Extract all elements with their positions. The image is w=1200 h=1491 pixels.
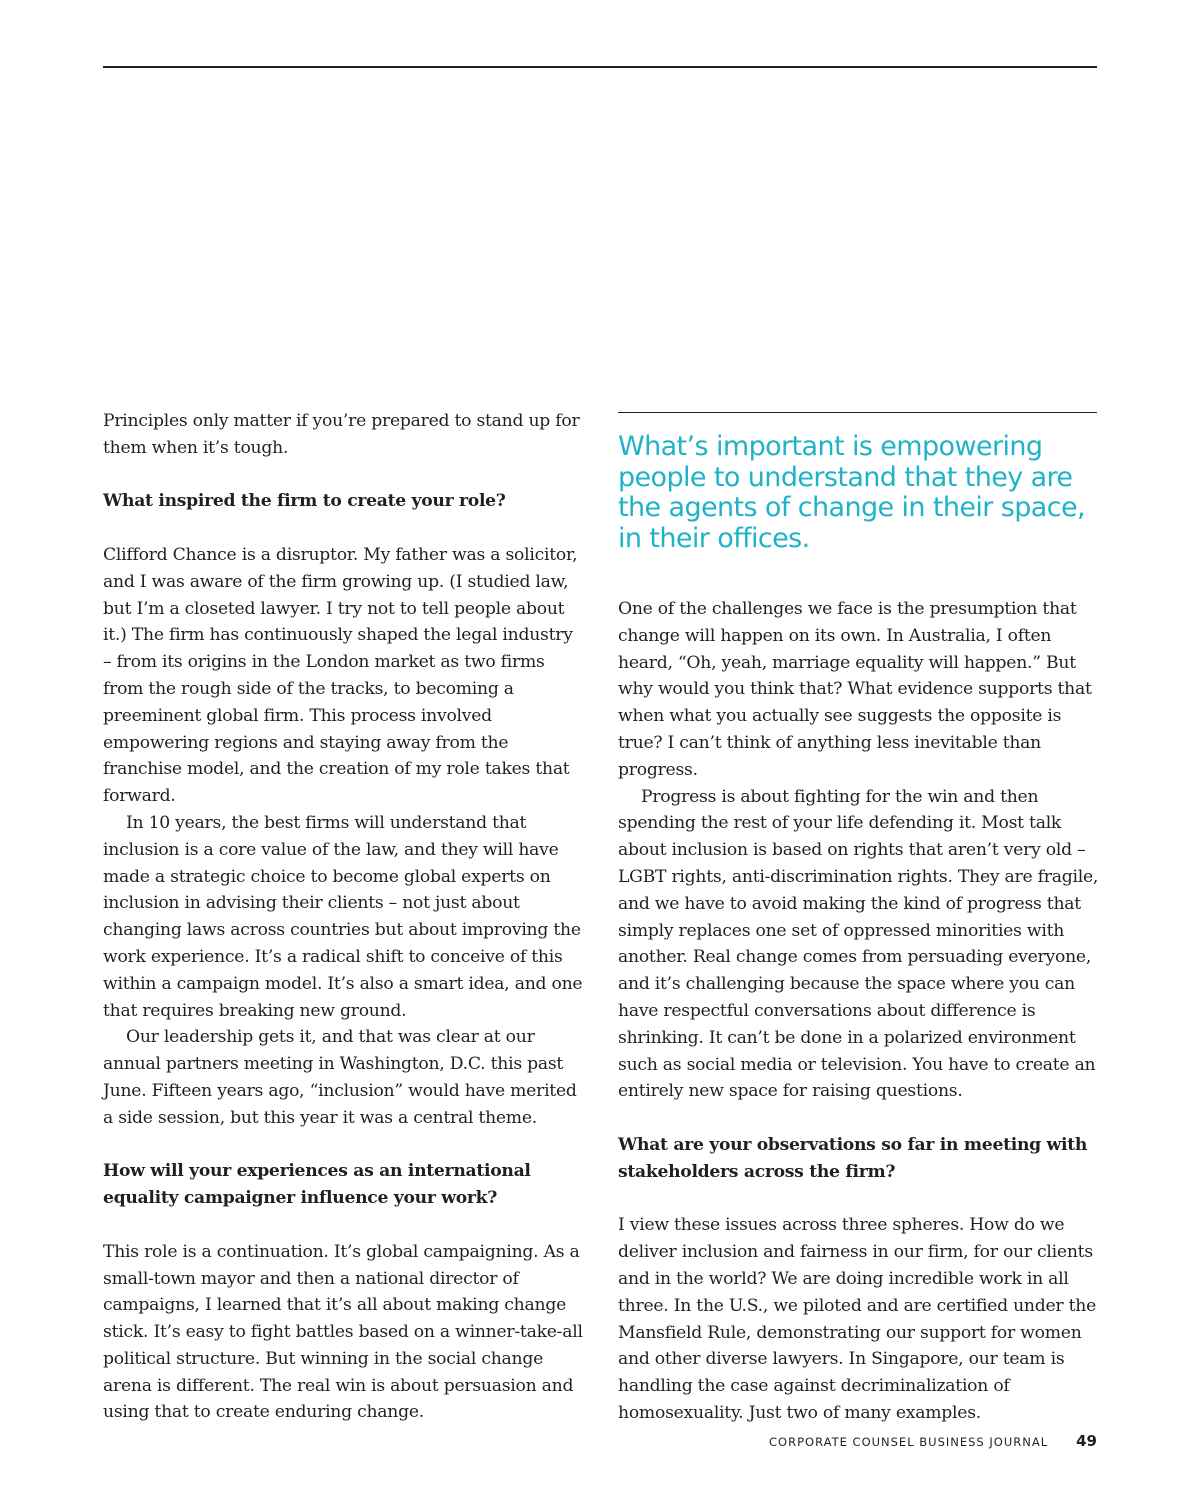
page-footer <box>769 1432 1097 1450</box>
top-rule <box>103 66 1097 68</box>
pull-quote-rule <box>618 412 1097 413</box>
pull-quote: What’s important is empowering people to understand that they are the agents of change in their space, in their offices. <box>618 431 1085 554</box>
page-number: 49 <box>1076 1432 1097 1450</box>
paragraph: In 10 years, the best firms will understand that inclusion is a core value of the law, and they will have made a strategic choice to become global experts on inclusion in advising their clients – not just about changing laws across countries but about improving the work experience. It’s a radical shift to conceive of this within a campaign model. It’s also a smart idea, and one that requires breaking new ground. <box>103 812 583 1021</box>
right-column <box>618 596 1099 1427</box>
interview-question: How will your experiences as an international equality campaigner influence your work? <box>103 1161 531 1209</box>
paragraph: I view these issues across three spheres. How do we deliver inclusion and fairness in our firm, for our clients and in the world? We are doing incredible work in all three. In the U.S., we piloted and are certified under the Mansfield Rule, demonstrating our support for women and other diverse lawyers. In Singapore, our team is handling the case against decriminalization of homosexuality. Just two of many examples. <box>618 1215 1096 1423</box>
paragraph: Clifford Chance is a disruptor. My father was a solicitor, and I was aware of the firm growing up. (I studied law, but I’m a closeted lawyer. I try not to tell people about it.) The firm has continuously shaped the legal industry – from its origins in the London market as two firms from the rough side of the tracks, to becoming a preeminent global firm. This process involved empowering regions and staying away from the franchise model, and the creation of my role takes that forward. <box>103 544 578 807</box>
paragraph: One of the challenges we face is the presumption that change will happen on its own. In Australia, I often heard, “Oh, yeah, marriage equality will happen.” But why would you think that? What evidence supports that when what you actually see suggests the opposite is true? I can’t think of anything less inevitable than progress. <box>618 599 1092 780</box>
interview-question: What are your observations so far in meeting with stakeholders across the firm? <box>618 1134 1088 1182</box>
paragraph: Our leadership gets it, and that was clear at our annual partners meeting in Washington, D.C. this past June. Fifteen years ago, “inclusion” would have merited a side session, but this year it was a central theme. <box>103 1027 577 1128</box>
paragraph: Progress is about fighting for the win and then spending the rest of your life defending it. Most talk about inclusion is based on rights that aren’t very old – LGBT rights, anti-discrimination rights. They are fragile, and we have to avoid making the kind of progress that simply replaces one set of oppressed minorities with another. Real change comes from persuading everyone, and it’s challenging because the space where you can have respectful conversations about difference is shrinking. It can’t be done in a polarized environment such as social media or television. You have to create an entirely new space for raising questions. <box>618 786 1099 1102</box>
left-column <box>103 408 585 1426</box>
interview-question: What inspired the firm to create your role? <box>103 491 506 512</box>
paragraph: Principles only matter if you’re prepared to stand up for them when it’s tough. <box>103 411 580 458</box>
paragraph: This role is a continuation. It’s global campaigning. As a small-town mayor and then a national director of campaigns, I learned that it’s all about making change stick. It’s easy to fight battles based on a winner-take-all political structure. But winning in the social change arena is different. The real win is about persuasion and using that to create enduring change. <box>103 1241 583 1423</box>
journal-name: CORPORATE COUNSEL BUSINESS JOURNAL <box>769 1435 1049 1449</box>
